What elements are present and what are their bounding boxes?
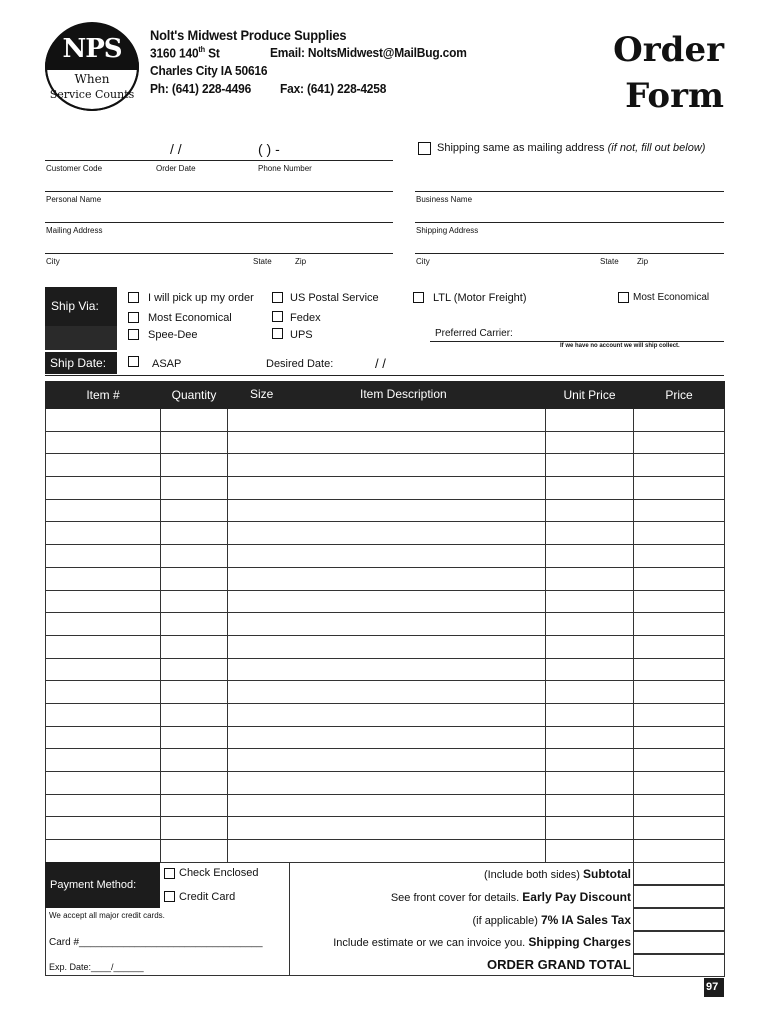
item-number-cell[interactable] [46, 567, 161, 590]
header-price: Price [634, 382, 725, 409]
price-cell[interactable] [634, 409, 725, 432]
company-phone: Ph: (641) 228-4496 [150, 81, 252, 96]
unit-price-cell[interactable] [546, 545, 634, 568]
ship-date-line [45, 375, 724, 376]
quantity-cell[interactable] [161, 726, 228, 749]
tax-label: 7% IA Sales Tax [540, 913, 631, 927]
grand-total-row [487, 957, 631, 972]
discount-label: Early Pay Discount [522, 890, 631, 904]
table-row [46, 840, 725, 863]
header-size: Size [250, 387, 274, 401]
desired-date-field[interactable]: / / [375, 356, 386, 371]
order-date-field[interactable]: / / [170, 141, 182, 157]
pickup-checkbox[interactable] [128, 292, 139, 303]
table-row [46, 477, 725, 500]
subtotal-label: Subtotal [583, 867, 631, 881]
unit-price-cell[interactable] [546, 409, 634, 432]
price-cell[interactable] [634, 590, 725, 613]
fedex-label: Fedex [290, 312, 321, 324]
description-cell[interactable] [228, 522, 546, 545]
item-number-cell[interactable] [46, 431, 161, 454]
price-cell[interactable] [634, 726, 725, 749]
item-number-cell[interactable] [46, 522, 161, 545]
ups-checkbox[interactable] [272, 328, 283, 339]
item-number-cell[interactable] [46, 794, 161, 817]
title-order: Order [613, 30, 724, 70]
unit-price-cell[interactable] [546, 772, 634, 795]
shipping-charges-row [333, 935, 631, 949]
unit-price-cell[interactable] [546, 567, 634, 590]
description-cell[interactable] [228, 794, 546, 817]
price-cell[interactable] [634, 749, 725, 772]
quantity-cell[interactable] [161, 522, 228, 545]
description-cell[interactable] [228, 840, 546, 863]
tax-note: (if applicable) [472, 915, 538, 927]
desired-date-label: Desired Date: [266, 358, 334, 370]
shipping-charges-label: Shipping Charges [528, 935, 631, 949]
quantity-cell[interactable] [161, 703, 228, 726]
unit-price-cell[interactable] [546, 840, 634, 863]
ship-collect-note: If we have no account we will ship collect. [560, 343, 680, 349]
header-unit-price: Unit Price [546, 382, 634, 409]
unit-price-cell[interactable] [546, 681, 634, 704]
page-number-text: 97 [706, 981, 719, 993]
shipping-address-label: Shipping Address [416, 226, 479, 235]
preferred-carrier-line [430, 341, 724, 342]
asap-checkbox[interactable] [128, 356, 139, 367]
table-row [46, 681, 725, 704]
check-enclosed-checkbox[interactable] [164, 868, 175, 879]
item-number-cell[interactable] [46, 409, 161, 432]
description-cell[interactable] [228, 499, 546, 522]
ups-label: UPS [290, 329, 313, 341]
order-date-label: Order Date [156, 164, 196, 173]
spee-dee-label: Spee-Dee [148, 329, 198, 341]
table-row [46, 454, 725, 477]
page-number [704, 978, 724, 997]
company-city: Charles City IA 50616 [150, 63, 268, 78]
ship-date-label [45, 352, 117, 374]
quantity-cell[interactable] [161, 794, 228, 817]
price-cell[interactable] [634, 658, 725, 681]
company-fax: Fax: (641) 228-4258 [280, 81, 387, 96]
item-number-cell[interactable] [46, 703, 161, 726]
price-cell[interactable] [634, 499, 725, 522]
logo-letters: NPS [62, 34, 122, 64]
shipping-same-text: Shipping same as mailing address [437, 142, 605, 154]
quantity-cell[interactable] [161, 681, 228, 704]
ship-zip-label: Zip [637, 257, 649, 266]
personal-name-label: Personal Name [46, 195, 102, 204]
city-label: City [46, 257, 60, 266]
quantity-cell[interactable] [161, 477, 228, 500]
quantity-cell[interactable] [161, 817, 228, 840]
table-row [46, 409, 725, 432]
description-cell[interactable] [228, 567, 546, 590]
payment-method-label [45, 862, 160, 908]
description-cell[interactable] [228, 613, 546, 636]
price-cell[interactable] [634, 772, 725, 795]
description-cell[interactable] [228, 817, 546, 840]
item-number-cell[interactable] [46, 635, 161, 658]
mailing-address-line [45, 222, 393, 223]
price-cell[interactable] [634, 840, 725, 863]
zip-label: Zip [295, 257, 307, 266]
ship-city-line [415, 253, 724, 254]
asap-label: ASAP [152, 358, 182, 370]
description-cell[interactable] [228, 749, 546, 772]
street-number: 3160 140 [150, 45, 199, 61]
item-number-cell[interactable] [46, 681, 161, 704]
ltl-checkbox[interactable] [413, 292, 424, 303]
table-row [46, 590, 725, 613]
fedex-checkbox[interactable] [272, 311, 283, 322]
usps-label: US Postal Service [290, 292, 379, 304]
description-cell[interactable] [228, 658, 546, 681]
tax-field[interactable] [633, 908, 725, 931]
header-quantity: Quantity [161, 382, 228, 409]
check-enclosed-label: Check Enclosed [179, 867, 259, 879]
quantity-cell[interactable] [161, 658, 228, 681]
company-email: Email: NoltsMidwest@MailBug.com [270, 45, 467, 60]
table-row [46, 499, 725, 522]
street-suffix-sup: th [198, 45, 205, 54]
accept-cards-note: We accept all major credit cards. [49, 911, 165, 920]
business-name-line [415, 191, 724, 192]
spee-dee-checkbox[interactable] [128, 329, 139, 340]
description-cell[interactable] [228, 726, 546, 749]
description-cell[interactable] [228, 431, 546, 454]
unit-price-cell[interactable] [546, 477, 634, 500]
state-label: State [253, 257, 272, 266]
pickup-label: I will pick up my order [148, 292, 254, 304]
shipping-same-label [437, 142, 705, 154]
shipping-charges-field[interactable] [633, 931, 725, 954]
item-number-cell[interactable] [46, 726, 161, 749]
discount-note: See front cover for details. [390, 892, 520, 904]
quantity-cell[interactable] [161, 613, 228, 636]
preferred-carrier-label: Preferred Carrier: [435, 328, 513, 339]
grand-total-field[interactable] [633, 954, 725, 977]
city-line [45, 253, 393, 254]
unit-price-cell[interactable] [546, 454, 634, 477]
quantity-cell[interactable] [161, 635, 228, 658]
ship-date-text: Ship Date: [50, 356, 107, 370]
ltl-most-economical-label: Most Economical [633, 292, 710, 303]
table-row [46, 545, 725, 568]
description-cell[interactable] [228, 477, 546, 500]
description-cell[interactable] [228, 590, 546, 613]
price-cell[interactable] [634, 703, 725, 726]
table-row [46, 703, 725, 726]
discount-row [391, 890, 631, 904]
shipping-charges-note: Include estimate or we can invoice you. [333, 937, 526, 949]
ship-via-label-shade [45, 326, 117, 350]
item-number-cell[interactable] [46, 545, 161, 568]
mailing-address-label: Mailing Address [46, 226, 103, 235]
payment-method-text: Payment Method: [50, 879, 137, 891]
quantity-cell[interactable] [161, 840, 228, 863]
ltl-most-economical-checkbox[interactable] [618, 292, 629, 303]
description-cell[interactable] [228, 772, 546, 795]
price-cell[interactable] [634, 567, 725, 590]
item-number-cell[interactable] [46, 499, 161, 522]
card-number-field[interactable]: Card #_________________________________ [49, 937, 263, 948]
ship-via-label [45, 287, 117, 326]
shipping-same-note: (if not, fill out below) [607, 142, 706, 154]
table-row [46, 772, 725, 795]
unit-price-cell[interactable] [546, 817, 634, 840]
description-cell[interactable] [228, 409, 546, 432]
usps-checkbox[interactable] [272, 292, 283, 303]
unit-price-cell[interactable] [546, 635, 634, 658]
phone-number-label: Phone Number [258, 164, 312, 173]
table-row [46, 522, 725, 545]
company-logo [44, 22, 140, 112]
unit-price-cell[interactable] [546, 749, 634, 772]
ship-state-label: State [600, 257, 619, 266]
exp-date-field[interactable]: Exp. Date:____/______ [49, 962, 144, 972]
quantity-cell[interactable] [161, 499, 228, 522]
quantity-cell[interactable] [161, 567, 228, 590]
table-row [46, 749, 725, 772]
item-number-cell[interactable] [46, 613, 161, 636]
most-economical-label: Most Economical [148, 312, 232, 324]
unit-price-cell[interactable] [546, 703, 634, 726]
table-row [46, 726, 725, 749]
company-street [150, 45, 220, 60]
quantity-cell[interactable] [161, 431, 228, 454]
quantity-cell[interactable] [161, 409, 228, 432]
description-cell[interactable] [228, 545, 546, 568]
price-cell[interactable] [634, 545, 725, 568]
unit-price-cell[interactable] [546, 499, 634, 522]
customer-line-1 [45, 160, 393, 161]
title-form: Form [625, 76, 724, 116]
grand-total-label: ORDER GRAND TOTAL [487, 957, 631, 972]
credit-card-label: Credit Card [179, 891, 236, 903]
table-row [46, 431, 725, 454]
unit-price-cell[interactable] [546, 590, 634, 613]
price-cell[interactable] [634, 454, 725, 477]
table-row [46, 794, 725, 817]
company-name: Nolt's Midwest Produce Supplies [150, 27, 347, 43]
business-name-label: Business Name [416, 195, 473, 204]
phone-field[interactable]: ( ) - [258, 141, 280, 157]
ship-city-label: City [416, 257, 430, 266]
tax-row [472, 913, 631, 927]
description-cell[interactable] [228, 681, 546, 704]
ltl-label: LTL (Motor Freight) [433, 292, 527, 304]
table-row [46, 567, 725, 590]
logo-tagline-2: Service Counts [49, 88, 135, 101]
customer-code-label: Customer Code [46, 164, 103, 173]
items-table [45, 381, 725, 863]
quantity-cell[interactable] [161, 545, 228, 568]
unit-price-cell[interactable] [546, 522, 634, 545]
price-cell[interactable] [634, 522, 725, 545]
price-cell[interactable] [634, 794, 725, 817]
header-size-description [228, 382, 546, 409]
price-cell[interactable] [634, 817, 725, 840]
most-economical-checkbox[interactable] [128, 312, 139, 323]
subtotal-note: (Include both sides) [483, 869, 580, 881]
table-row [46, 613, 725, 636]
item-number-cell[interactable] [46, 658, 161, 681]
subtotal-field[interactable] [633, 862, 725, 885]
item-number-cell[interactable] [46, 749, 161, 772]
ship-via-text: Ship Via: [51, 299, 99, 313]
discount-field[interactable] [633, 885, 725, 908]
header-item-description: Item Description [360, 387, 447, 401]
shipping-same-checkbox[interactable] [418, 142, 431, 155]
table-row [46, 817, 725, 840]
personal-name-line [45, 191, 393, 192]
description-cell[interactable] [228, 703, 546, 726]
unit-price-cell[interactable] [546, 658, 634, 681]
item-number-cell[interactable] [46, 477, 161, 500]
unit-price-cell[interactable] [546, 794, 634, 817]
price-cell[interactable] [634, 613, 725, 636]
table-row [46, 658, 725, 681]
item-number-cell[interactable] [46, 817, 161, 840]
description-cell[interactable] [228, 635, 546, 658]
item-number-cell[interactable] [46, 590, 161, 613]
quantity-cell[interactable] [161, 454, 228, 477]
items-body [46, 409, 725, 863]
price-cell[interactable] [634, 635, 725, 658]
credit-card-checkbox[interactable] [164, 891, 175, 902]
street-suffix: St [204, 45, 220, 61]
logo-tagline-1: When [74, 72, 110, 86]
description-cell[interactable] [228, 454, 546, 477]
items-header-row [46, 382, 725, 409]
unit-price-cell[interactable] [546, 613, 634, 636]
price-cell[interactable] [634, 477, 725, 500]
item-number-cell[interactable] [46, 454, 161, 477]
subtotal-row [484, 867, 631, 881]
quantity-cell[interactable] [161, 772, 228, 795]
quantity-cell[interactable] [161, 749, 228, 772]
table-row [46, 635, 725, 658]
item-number-cell[interactable] [46, 772, 161, 795]
quantity-cell[interactable] [161, 590, 228, 613]
shipping-address-line [415, 222, 724, 223]
item-number-cell[interactable] [46, 840, 161, 863]
unit-price-cell[interactable] [546, 726, 634, 749]
header-item-number: Item # [46, 382, 161, 409]
price-cell[interactable] [634, 681, 725, 704]
unit-price-cell[interactable] [546, 431, 634, 454]
price-cell[interactable] [634, 431, 725, 454]
